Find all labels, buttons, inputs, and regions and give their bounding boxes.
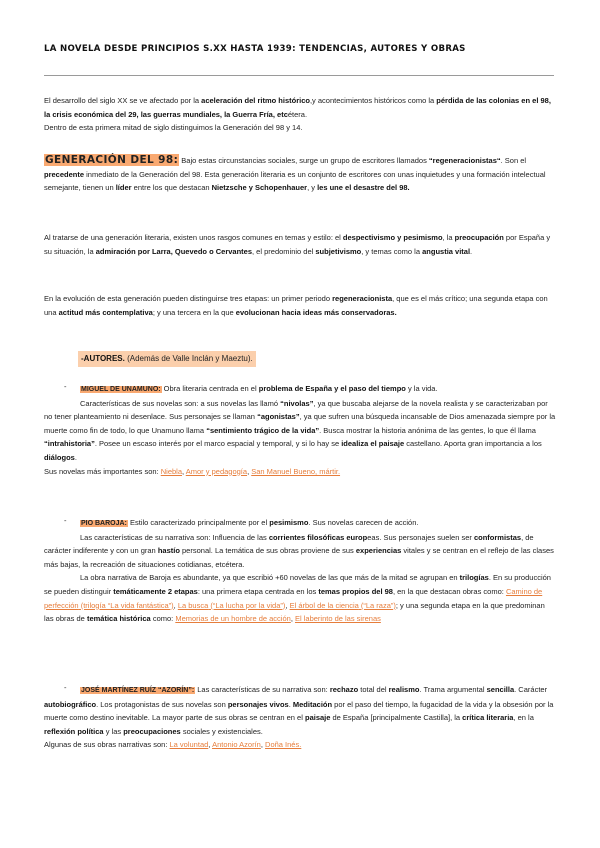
etapas-paragraph: En la evolución de esta generación pueden distinguirse tres etapas: un primer periodo regeneracionista, que es el más crítico; una segunda etapa con una actitud más contemplativa; y una tercera en la que evolucionan hacia ideas más conservadoras. — [44, 294, 548, 317]
work-link-dona-ines[interactable]: Doña Inés. — [265, 740, 302, 750]
work-link-san-manuel-bueno[interactable]: San Manuel Bueno, mártir. — [251, 466, 341, 476]
work-link-amor-y-pedagogia[interactable]: Amor y pedagogía — [185, 466, 248, 476]
work-link-el-arbol-de-la-ciencia[interactable]: El árbol de la ciencia (“La raza”) — [289, 600, 396, 610]
work-link-niebla[interactable]: Niebla — [160, 466, 182, 476]
title-divider — [44, 75, 554, 76]
work-link-la-busca[interactable]: La busca (“La lucha por la vida”) — [177, 600, 286, 610]
intro-paragraph: El desarrollo del siglo XX se ve afectado por la aceleración del ritmo histórico,y acontecimientos históricos como la pérdida de las colonias en el 98, la crisis económica del 29, las guerras mundiales, la Guerra Fría, etcétera. Dentro de esta primera mitad de siglo distinguimos la Generación del 98 y 14. — [44, 96, 551, 133]
author-name-azorin: JOSÉ MARTÍNEZ RUÍZ “AZORÍN”: — [81, 687, 195, 694]
author-name-baroja: PIO BAROJA: — [81, 520, 127, 527]
work-link-antonio-azorin[interactable]: Antonio Azorín — [212, 740, 261, 750]
generacion-paragraph: GENERACIÓN DEL 98: Bajo estas circunstancias sociales, surge un grupo de escritores llamados “regeneracionistas“. Son el precedente inmediato de la Generación del 98. Esta generación literaria es un conjunto de escritores con unas inquietudes y una formación intelectual semejante, tienen un líder entre los que destacan Nietzsche y Schopenhauer, y les une el desastre del 98. — [44, 154, 546, 193]
baroja-paragraph: PIO BAROJA: Estilo caracterizado principalmente por el pesimismo. Sus novelas carecen de acción. Las características de su narrativa son: Influencia de las corrientes filosóficas europeas. Sus personajes suelen ser conformistas, de carácter indiferente y con un gran hastío personal. La temática de sus obras proviene de sus experiencias vitales y se centran en el reflejo de las clases más bajas, la recreación de situaciones cotidianas, etcétera. La obra narrativa de Baroja es abundante, ya que escribió +60 novelas de las que más de la mitad se agrupan en trilogías. En su producción se pueden distinguir temáticamente 2 etapas: una primera etapa centrada en los temas propios del 98, en la que destacan obras como: Camino de perfección (trilogía “La vida fantástica”), La busca (“La lucha por la vida”), El árbol de la ciencia (“La raza”); y una segunda etapa en la que predominan las obras de temática histórica como: Memorias de un hombre de acción, El laberinto de las sirenas — [44, 518, 554, 624]
unamuno-paragraph: MIGUEL DE UNAMUNO: Obra literaria centrada en el problema de España y el paso del tiempo y la vida. Características de sus novelas son: a sus novelas las llamó “nivolas”, ya que buscaba alejarse de la novela realista y se caracterizaban por no tener planteamiento ni desenlace. Sus personajes se llaman “agonistas”, ya que sufren una búsqueda incansable de Dios amenazada siempre por la muerte como fin de todo, lo que Unamuno llama “sentimiento trágico de la vida”. Busca mostrar la historia anónima de las gentes, lo que él llama “intrahistoria”. Posee un escaso interés por el marco espacial y temporal, y si lo hay se idealiza el paisaje castellano. Aporta gran importancia a los diálogos. Sus novelas más importantes son: Niebla, Amor y pedagogía, San Manuel Bueno, mártir. — [44, 384, 556, 476]
rasgos-paragraph: Al tratarse de una generación literaria, existen unos rasgos comunes en temas y estilo: el despectivismo y pesimismo, la preocupación por España y su situación, la admiración por Larra, Quevedo o Cervantes, el predominio del subjetivismo, y temas como la angustia vital. — [44, 233, 551, 256]
bullet-azorin: - — [64, 683, 67, 692]
azorin-paragraph: JOSÉ MARTÍNEZ RUÍZ “AZORÍN”: Las características de su narrativa son: rechazo total del realismo. Trama argumental sencilla. Carácter autobiográfico. Los protagonistas de sus novelas son personajes vivos. Meditación por el paso del tiempo, la fugacidad de la vida y la obsesión por la muerte como destino inevitable. La mayor parte de sus obras se centran en el paisaje de España [principalmente Castilla], la crítica literaria, en la reflexión política y las preocupaciones sociales y existenciales. Algunas de sus obras narrativas son: La voluntad, Antonio Azorín, Doña Inés. — [44, 685, 554, 750]
autores-heading: -AUTORES. (Además de Valle Inclán y Maeztu). — [78, 351, 256, 367]
author-name-unamuno: MIGUEL DE UNAMUNO: — [81, 386, 161, 393]
bullet-unamuno: - — [64, 382, 67, 391]
generacion-heading: GENERACIÓN DEL 98: — [45, 154, 179, 166]
work-link-camino-de-perfeccion[interactable]: Camino de perfección (trilogía “La vida fantástica”) — [44, 586, 543, 610]
bullet-baroja: - — [64, 516, 67, 525]
work-link-el-laberinto[interactable]: El laberinto de las sirenas — [294, 614, 381, 624]
work-link-memorias[interactable]: Memorias de un hombre de acción — [175, 614, 291, 624]
document-title: LA NOVELA DESDE PRINCIPIOS S.XX HASTA 1939: TENDENCIAS, AUTORES Y OBRAS — [44, 44, 466, 54]
work-link-la-voluntad[interactable]: La voluntad — [169, 740, 209, 750]
